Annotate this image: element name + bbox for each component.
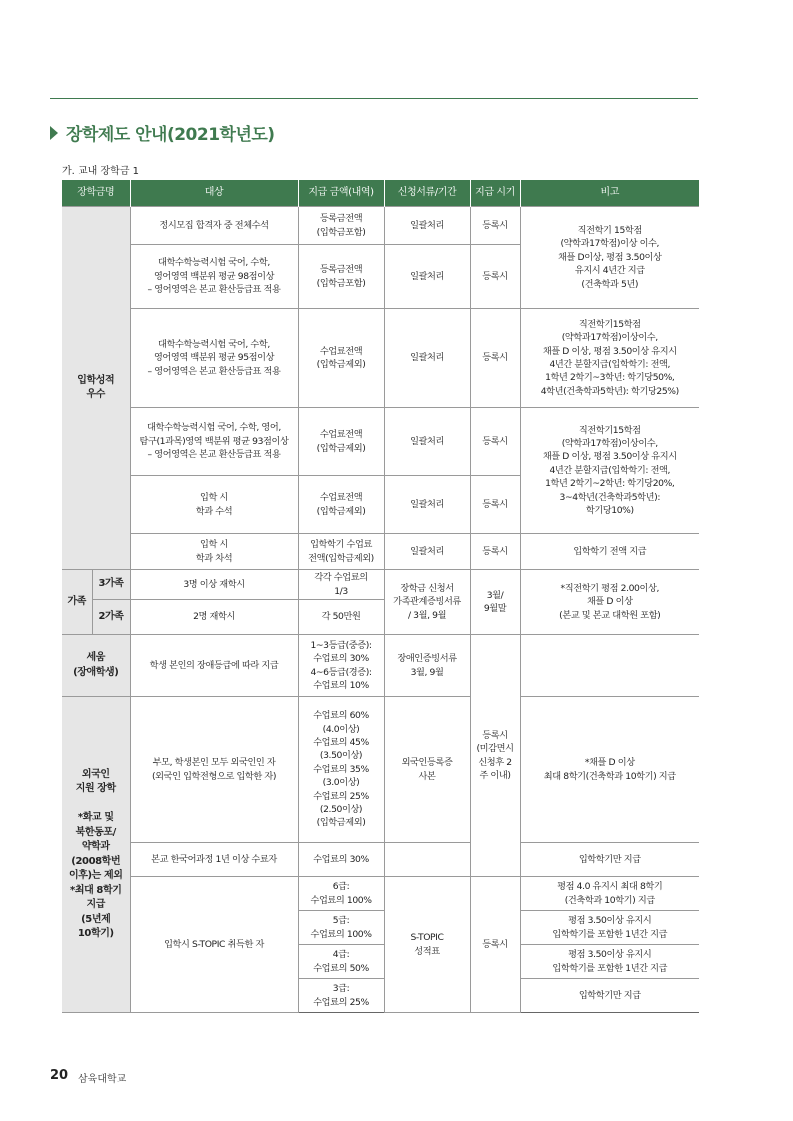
table-header-row: [62, 180, 699, 207]
header-timing: 지급 시기: [470, 180, 520, 207]
amount-cell: 각각 수업료의 1/3: [298, 570, 384, 600]
table-row: [62, 843, 699, 877]
table-row: [62, 408, 699, 476]
timing-cell: 등록시: [470, 534, 520, 570]
amount-cell: 수업료의 60% (4.0이상) 수업료의 45% (3.50이상) 수업료의 35% (3.0이상) 수업료의 25% (2.50이상) (입학금제외): [298, 697, 384, 843]
header-scholarship-name: 장학금명: [62, 180, 130, 207]
documents-cell: [384, 843, 470, 877]
table-row: [62, 570, 699, 600]
timing-cell: 등록시: [470, 408, 520, 476]
timing-cell: 등록시: [470, 309, 520, 408]
category-family: 가족: [62, 570, 92, 635]
target-cell: 본교 한국어과정 1년 이상 수료자: [130, 843, 298, 877]
note-cell: 평점 3.50이상 유지시 입학학기를 포함한 1년간 지급: [520, 911, 699, 945]
scholarship-table: [62, 180, 699, 1013]
documents-cell: 일괄처리: [384, 245, 470, 309]
documents-cell: 장애인증빙서류 3월, 9월: [384, 635, 470, 697]
target-cell: 입학 시 학과 수석: [130, 476, 298, 534]
target-cell: 입학시 S-TOPIC 취득한 자: [130, 877, 298, 1013]
timing-cell: 등록시: [470, 877, 520, 1013]
timing-cell: 등록시 (미감면시 신청후 2 주 이내): [470, 635, 520, 877]
target-cell: 학생 본인의 장애등급에 따라 지급: [130, 635, 298, 697]
note-cell: 직전학기 15학점 (약학과17학점)이상 이수, 채플 D이상, 평점 3.50이상 유지시 4년간 지급 (건축학과 5년): [520, 207, 699, 309]
target-cell: 3명 이상 재학시: [130, 570, 298, 600]
documents-cell: S-TOPIC 성적표: [384, 877, 470, 1013]
header-amount: 지급 금액(내역): [298, 180, 384, 207]
table-row: [62, 207, 699, 245]
note-cell: 직전학기15학점 (약학과17학점)이상이수, 채플 D 이상, 평점 3.50이상 유지시 4년간 분할지급(입학학기: 전액, 1학년 2학기~2학년: 학기당20%, 3~4학년(건축학과5학년): 학기당10%): [520, 408, 699, 534]
target-cell: 입학 시 학과 차석: [130, 534, 298, 570]
target-cell: 2명 재학시: [130, 600, 298, 635]
amount-cell: 5급: 수업료의 100%: [298, 911, 384, 945]
section-title: [50, 120, 275, 145]
table-row: [62, 534, 699, 570]
note-cell: *직전학기 평점 2.00이상, 채플 D 이상 (본교 및 본교 대학원 포함): [520, 570, 699, 635]
target-cell: 정시모집 합격자 중 전체수석: [130, 207, 298, 245]
section-title-text: 장학제도 안내(2021학년도): [66, 125, 275, 145]
documents-cell: 외국인등록증 사본: [384, 697, 470, 843]
note-cell: [520, 635, 699, 697]
timing-cell: 등록시: [470, 476, 520, 534]
amount-cell: 3급: 수업료의 25%: [298, 979, 384, 1013]
amount-cell: 수업료의 30%: [298, 843, 384, 877]
amount-cell: 6급: 수업료의 100%: [298, 877, 384, 911]
amount-cell: 입학학기 수업료 전액(입학금제외): [298, 534, 384, 570]
header-target: 대상: [130, 180, 298, 207]
amount-cell: 수업료전액 (입학금제외): [298, 309, 384, 408]
documents-cell: 일괄처리: [384, 476, 470, 534]
target-cell: 대학수학능력시험 국어, 수학, 영어, 탐구(1과목)영역 백분위 평균 93점이상 – 영어영역은 본교 환산등급표 적용: [130, 408, 298, 476]
page-number: 20: [50, 1068, 69, 1083]
header-note: 비고: [520, 180, 699, 207]
category-admission: 입학성적 우수: [62, 207, 130, 570]
section-marker-icon: [50, 126, 58, 140]
category-family-3: 3가족: [92, 570, 130, 600]
note-cell: 평점 4.0 유지시 최대 8학기 (건축학과 10학기) 지급: [520, 877, 699, 911]
category-foreign: 외국인 지원 장학 *화교 및 북한동포/ 약학과 (2008학번 이후)는 제외 *최대 8학기 지급 (5년제 10학기): [62, 697, 130, 1013]
note-cell: 입학학기만 지급: [520, 843, 699, 877]
timing-cell: 등록시: [470, 245, 520, 309]
target-cell: 부모, 학생본인 모두 외국인인 자 (외국인 입학전형으로 입학한 자): [130, 697, 298, 843]
target-cell: 대학수학능력시험 국어, 수학, 영어영역 백분위 평균 98점이상 – 영어영역은 본교 환산등급표 적용: [130, 245, 298, 309]
amount-cell: 수업료전액 (입학금제외): [298, 408, 384, 476]
timing-cell: 3월/ 9월말: [470, 570, 520, 635]
category-seum: 세움 (장애학생): [62, 635, 130, 697]
table-row: [62, 697, 699, 843]
target-cell: 대학수학능력시험 국어, 수학, 영어영역 백분위 평균 95점이상 – 영어영역은 본교 환산등급표 적용: [130, 309, 298, 408]
table-row: [62, 309, 699, 408]
documents-cell: 일괄처리: [384, 534, 470, 570]
documents-cell: 일괄처리: [384, 207, 470, 245]
category-family-2: 2가족: [92, 600, 130, 635]
amount-cell: 수업료전액 (입학금제외): [298, 476, 384, 534]
note-cell: 입학학기 전액 지급: [520, 534, 699, 570]
amount-cell: 각 50만원: [298, 600, 384, 635]
table-subtitle: 가. 교내 장학금 1: [62, 166, 140, 177]
note-cell: *채플 D 이상 최대 8학기(건축학과 10학기) 지급: [520, 697, 699, 843]
amount-cell: 등록금전액 (입학금포함): [298, 245, 384, 309]
table-row: [62, 635, 699, 697]
documents-cell: 일괄처리: [384, 309, 470, 408]
header-documents: 신청서류/기간: [384, 180, 470, 207]
amount-cell: 등록금전액 (입학금포함): [298, 207, 384, 245]
documents-cell: 장학금 신청서 가족관계증빙서류 / 3월, 9월: [384, 570, 470, 635]
note-cell: 입학학기만 지급: [520, 979, 699, 1013]
amount-cell: 1~3등급(중증): 수업료의 30% 4~6등급(경증): 수업료의 10%: [298, 635, 384, 697]
school-name: 삼육대학교: [78, 1074, 127, 1085]
documents-cell: 일괄처리: [384, 408, 470, 476]
table-row: [62, 877, 699, 911]
note-cell: 평점 3.50이상 유지시 입학학기를 포함한 1년간 지급: [520, 945, 699, 979]
top-rule: [50, 98, 698, 99]
amount-cell: 4급: 수업료의 50%: [298, 945, 384, 979]
note-cell: 직전학기15학점 (약학과17학점)이상이수, 채플 D 이상, 평점 3.50이상 유지시 4년간 분할지급(입학학기: 전액, 1학년 2학기~3학년: 학기당50%, 4학년(건축학과5학년): 학기당25%): [520, 309, 699, 408]
timing-cell: 등록시: [470, 207, 520, 245]
